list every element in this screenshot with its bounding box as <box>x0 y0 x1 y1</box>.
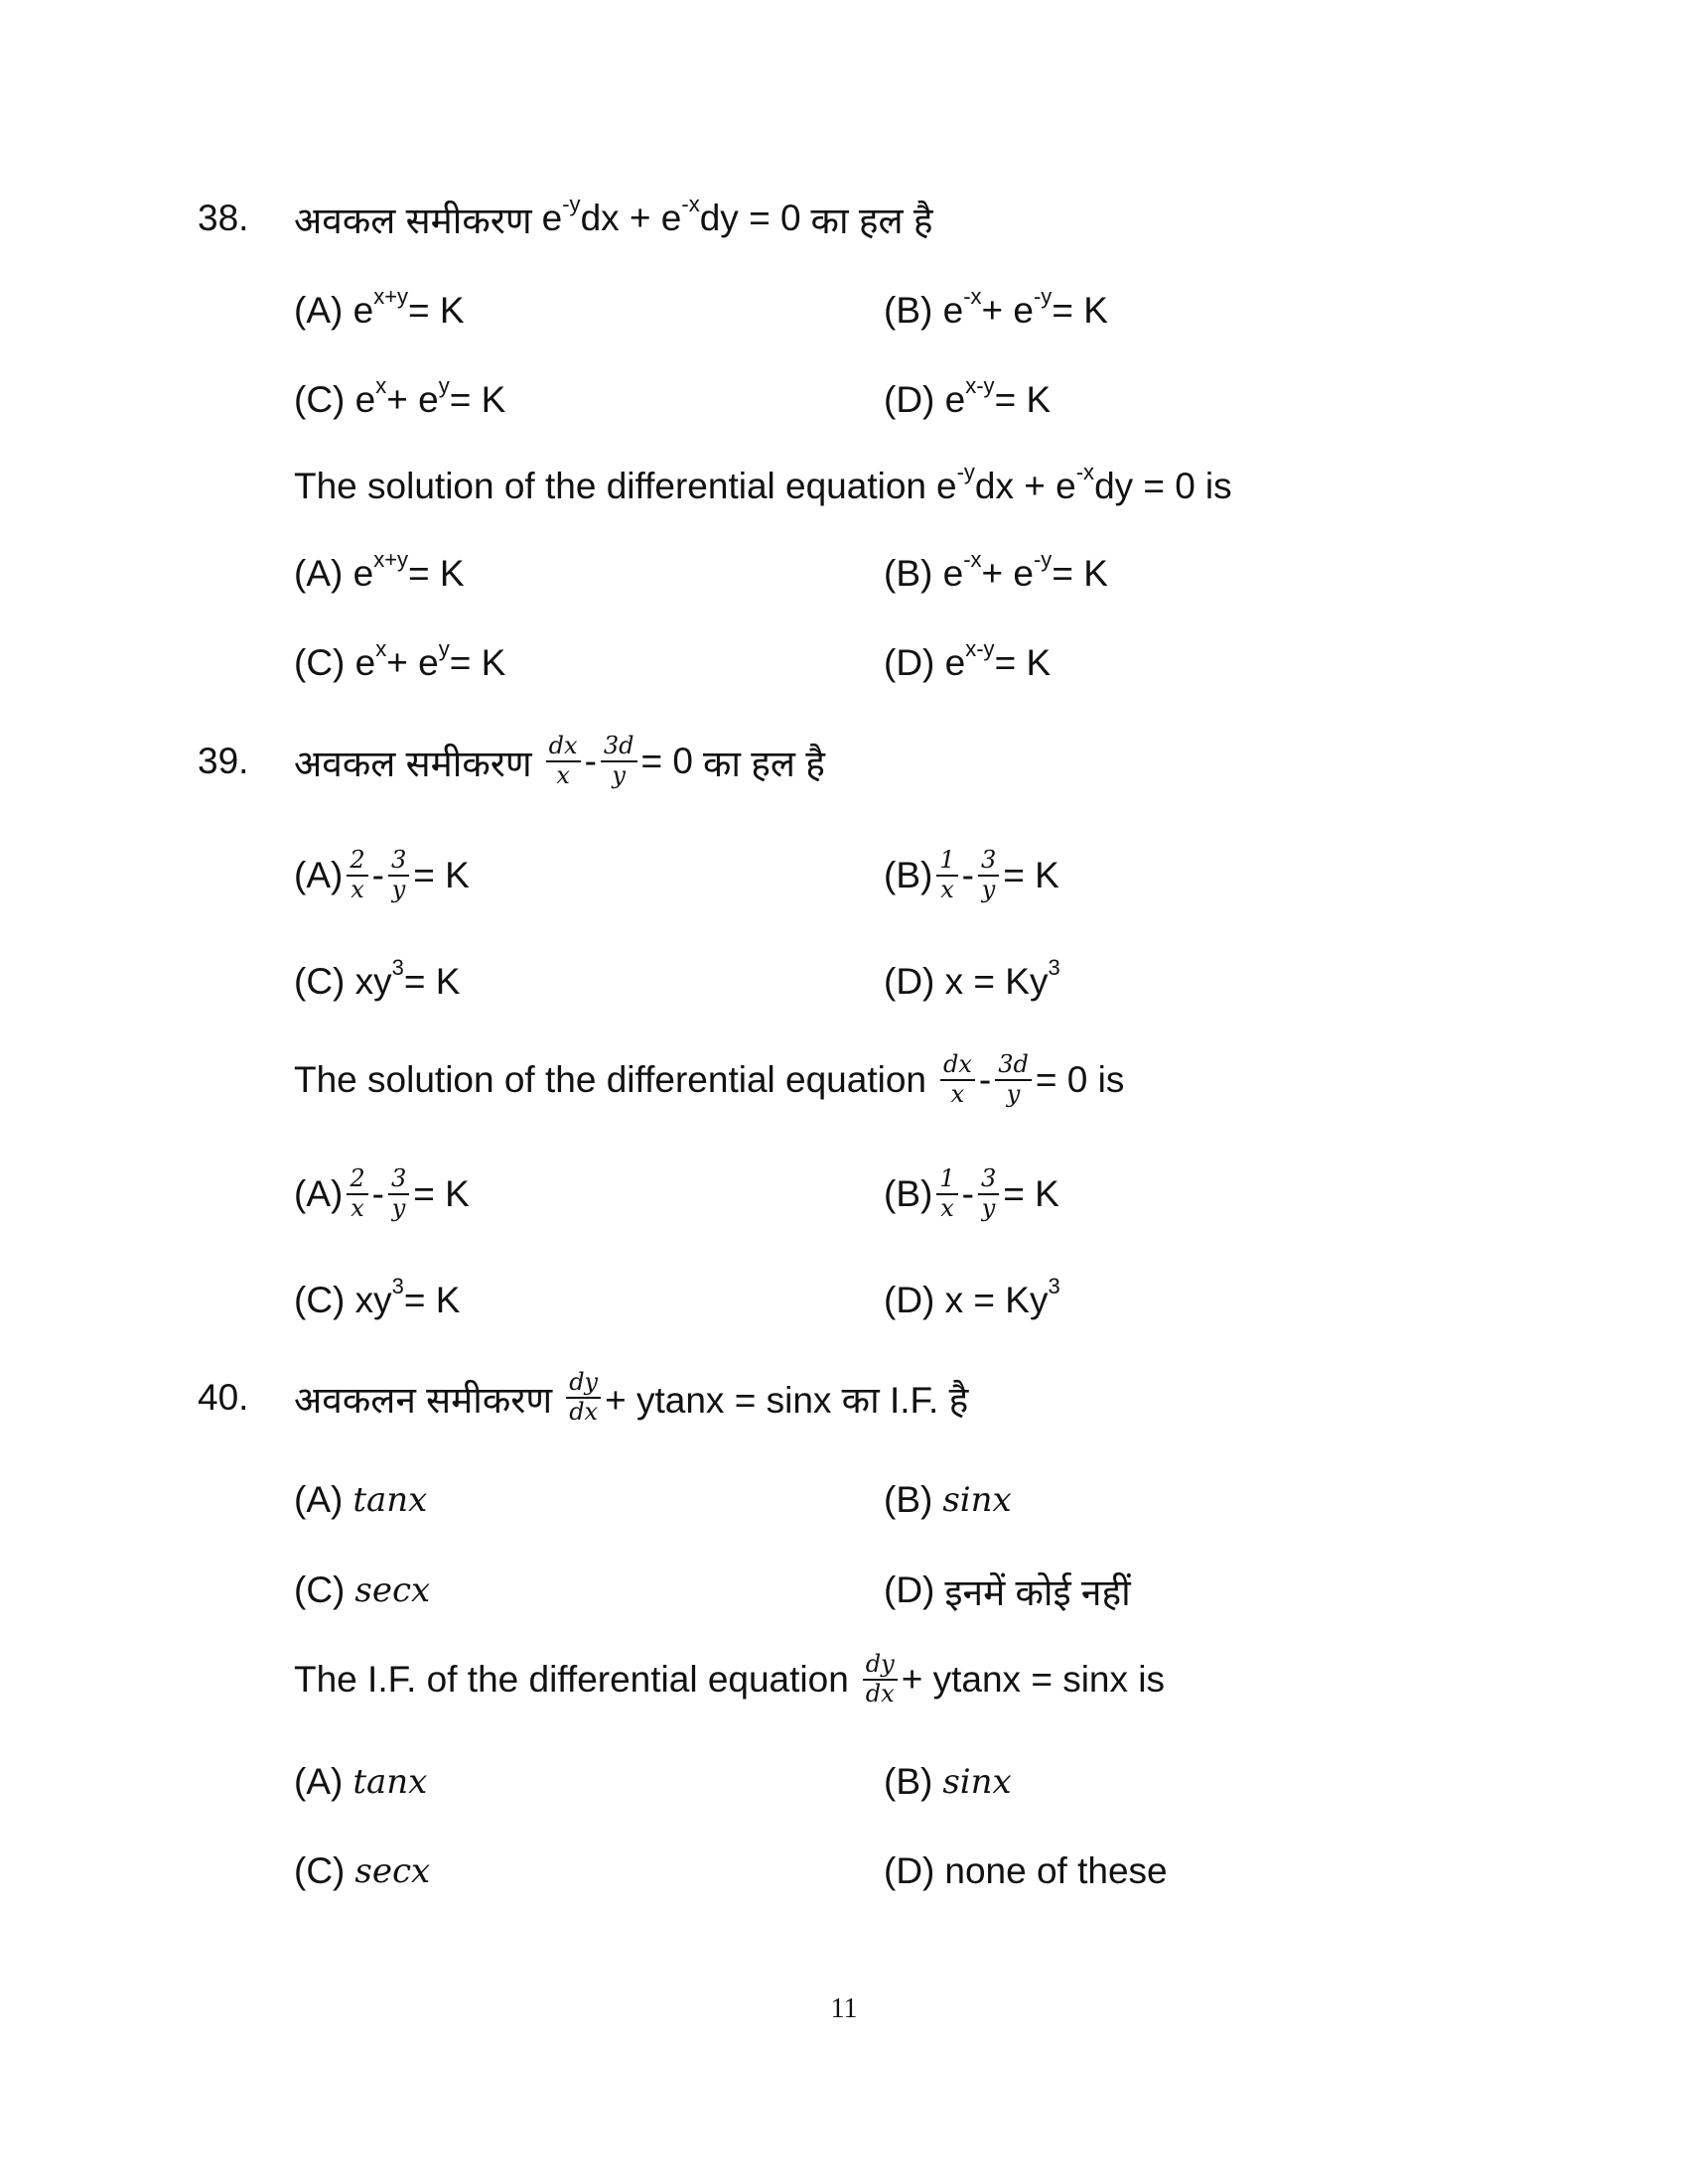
denominator: x <box>940 1194 954 1222</box>
question-40-hindi <box>294 1368 968 1428</box>
q38-hi-option-b <box>884 281 1108 341</box>
opt-sup: 3 <box>1048 1273 1060 1298</box>
denominator: x <box>940 876 954 903</box>
denominator: dx <box>569 1398 599 1426</box>
opt-text: (D) e <box>884 379 966 420</box>
q38-en-option-a <box>294 544 465 604</box>
opt-text: = K <box>403 961 461 1002</box>
q40-en-prefix: The I.F. of the differential equation <box>294 1659 849 1700</box>
denominator: y <box>1006 1080 1021 1108</box>
opt-sup: y <box>438 635 450 661</box>
question-38-english <box>294 457 1232 516</box>
eq-part: dx + e <box>974 466 1076 506</box>
q38-en-option-c <box>294 633 505 693</box>
opt-value: इनमें कोई नहीं <box>944 1571 1131 1613</box>
q40-hi-suffix: + ytanx = sinx का I.F. है <box>605 1379 969 1421</box>
opt-label: (B) <box>884 1761 933 1802</box>
question-40-english <box>294 1650 1165 1709</box>
opt-text: = K <box>413 855 470 895</box>
fraction <box>601 733 637 789</box>
q39-en-suffix: = 0 is <box>1035 1059 1125 1100</box>
opt-value: secx <box>354 1851 431 1891</box>
q40-hi-option-a <box>294 1470 427 1530</box>
eq-part: dx + e <box>580 198 682 238</box>
q39-en-prefix: The solution of the differential equation <box>294 1059 926 1100</box>
opt-text: (B) <box>884 855 933 895</box>
opt-sup: y <box>438 372 450 398</box>
numerator: 3 <box>388 847 409 877</box>
denominator: y <box>612 761 626 789</box>
opt-sup: -x <box>963 283 982 309</box>
opt-text: (C) xy <box>294 1280 392 1320</box>
question-39-number: 39. <box>198 741 249 781</box>
page-number: 11 <box>830 1993 858 2024</box>
opt-value: secx <box>354 1570 431 1610</box>
denominator: x <box>950 1080 965 1108</box>
opt-sup: 3 <box>391 1273 404 1298</box>
eq-part: e <box>541 198 563 238</box>
opt-value: tanx <box>352 1480 428 1520</box>
opt-label: (A) <box>294 1761 344 1802</box>
question-40-number: 40. <box>198 1377 249 1418</box>
minus: - <box>371 1173 384 1214</box>
eq-part: dy = 0 <box>1094 466 1196 506</box>
opt-text: = K <box>1003 855 1059 895</box>
opt-sup: -y <box>1033 283 1053 309</box>
opt-text: = K <box>994 642 1052 683</box>
opt-text: (D) x = Ky <box>884 1280 1049 1320</box>
q40-hi-prefix: अवकलन समीकरण <box>294 1379 553 1421</box>
denominator: x <box>556 761 570 789</box>
opt-value: sinx <box>942 1762 1012 1802</box>
opt-text: = K <box>1052 290 1108 331</box>
question-38-number: 38. <box>198 198 249 238</box>
q39-hi-prefix: अवकल समीकरण <box>294 743 532 784</box>
q40-en-option-d <box>884 1842 1168 1901</box>
opt-sup: 3 <box>391 954 404 980</box>
opt-text: = K <box>408 290 465 331</box>
numerator: dx <box>940 1051 975 1081</box>
numerator: 2 <box>347 847 367 877</box>
opt-text: + e <box>386 642 439 683</box>
q38-hi-option-d <box>884 370 1051 430</box>
q39-hi-option-d <box>884 952 1060 1012</box>
q38-en-option-b <box>884 544 1108 604</box>
opt-value: none of these <box>944 1850 1168 1891</box>
q38-hi-option-a <box>294 281 465 341</box>
opt-text: (C) e <box>294 642 376 683</box>
fraction <box>936 1165 957 1222</box>
q40-en-option-b <box>884 1752 1012 1812</box>
q39-hi-suffix: का हल है <box>703 743 825 784</box>
numerator: 1 <box>936 1165 957 1195</box>
fraction <box>388 847 409 903</box>
q38-hi-prefix: अवकल समीकरण <box>294 200 532 241</box>
denominator: y <box>391 1194 406 1222</box>
opt-text: (B) e <box>884 553 964 594</box>
numerator: dy <box>566 1369 601 1399</box>
opt-value: tanx <box>352 1762 428 1802</box>
q39-hi-option-c <box>294 952 460 1012</box>
q38-hi-suffix: का हल है <box>810 200 933 241</box>
q40-en-suffix: + ytanx = sinx is <box>901 1659 1166 1700</box>
numerator: 3 <box>978 847 999 877</box>
opt-text: = K <box>408 553 465 594</box>
opt-label: (A) <box>294 1479 344 1520</box>
q40-en-option-c <box>294 1842 430 1901</box>
opt-text: (C) e <box>294 379 376 420</box>
denominator: y <box>981 1194 996 1222</box>
question-38-hindi <box>294 189 933 248</box>
q40-hi-option-c <box>294 1561 430 1620</box>
denominator: x <box>351 1194 364 1222</box>
denominator: x <box>351 876 364 903</box>
fraction <box>388 1165 409 1222</box>
q39-en-option-a <box>294 1164 470 1224</box>
fraction <box>347 1165 367 1222</box>
denominator: y <box>981 876 996 903</box>
opt-text: + e <box>981 553 1034 594</box>
question-39-english <box>294 1050 1124 1110</box>
opt-text: = K <box>413 1173 470 1214</box>
opt-text: (B) e <box>884 290 964 331</box>
opt-text: = K <box>1003 1173 1059 1214</box>
q38-en-prefix: The solution of the differential equation <box>294 466 926 506</box>
eq-part: dy = 0 <box>699 198 801 238</box>
opt-label: (D) <box>884 1850 935 1891</box>
opt-text: = K <box>449 379 506 420</box>
opt-text: (D) x = Ky <box>884 961 1049 1002</box>
numerator: 3 <box>388 1165 409 1195</box>
opt-text: = K <box>1052 553 1108 594</box>
numerator: 3 <box>978 1165 999 1195</box>
opt-sup: -y <box>1033 546 1053 572</box>
numerator: 1 <box>936 847 957 877</box>
q40-hi-option-b <box>884 1470 1012 1530</box>
opt-text: (A) e <box>294 290 374 331</box>
denominator: y <box>391 876 406 903</box>
opt-text: + e <box>386 379 439 420</box>
opt-sup: x-y <box>965 635 995 661</box>
opt-sup: x-y <box>965 372 995 398</box>
q38-hi-option-c <box>294 370 505 430</box>
opt-text: (A) e <box>294 553 374 594</box>
q39-en-option-b <box>884 1164 1059 1224</box>
q39-hi-option-b <box>884 846 1059 905</box>
numerator: 3d <box>995 1051 1032 1081</box>
opt-text: = K <box>449 642 506 683</box>
opt-text: (D) e <box>884 642 966 683</box>
opt-text: (C) xy <box>294 961 392 1002</box>
fraction <box>995 1051 1032 1108</box>
fraction <box>978 847 999 903</box>
numerator: dy <box>863 1651 898 1681</box>
eq-sup: -y <box>956 459 975 484</box>
q39-en-option-d <box>884 1271 1060 1330</box>
numerator: dx <box>546 733 581 762</box>
q40-hi-option-d <box>884 1561 1131 1620</box>
numerator: 2 <box>347 1165 367 1195</box>
opt-sup: -x <box>963 546 982 572</box>
opt-label: (C) <box>294 1850 346 1891</box>
opt-text: = K <box>403 1280 461 1320</box>
minus: - <box>371 855 384 895</box>
eq-part: = 0 <box>640 741 693 781</box>
opt-label: (C) <box>294 1570 346 1610</box>
eq-part: e <box>936 466 957 506</box>
opt-sup: 3 <box>1048 954 1060 980</box>
opt-text: (B) <box>884 1173 933 1214</box>
opt-sup: x+y <box>373 283 409 309</box>
fraction <box>936 847 957 903</box>
q39-en-option-c <box>294 1271 460 1330</box>
opt-sup: x <box>375 635 387 661</box>
q40-en-option-a <box>294 1752 427 1812</box>
q39-hi-option-a <box>294 846 470 905</box>
fraction <box>566 1369 601 1426</box>
opt-text: (A) <box>294 855 344 895</box>
numerator: 3d <box>601 733 637 762</box>
minus: - <box>961 1173 974 1214</box>
fraction <box>347 847 367 903</box>
opt-text: + e <box>981 290 1034 331</box>
eq-sup: -x <box>681 191 700 216</box>
opt-text: (A) <box>294 1173 344 1214</box>
opt-label: (B) <box>884 1479 933 1520</box>
fraction <box>978 1165 999 1222</box>
minus: - <box>961 855 974 895</box>
q38-en-option-d <box>884 633 1051 693</box>
fraction <box>940 1051 975 1108</box>
question-39-hindi <box>294 732 825 791</box>
opt-label: (D) <box>884 1570 935 1610</box>
opt-sup: x+y <box>373 546 409 572</box>
q38-en-suffix: is <box>1204 466 1232 506</box>
minus: - <box>978 1059 992 1100</box>
opt-text: = K <box>994 379 1052 420</box>
opt-value: sinx <box>942 1480 1012 1520</box>
fraction <box>863 1651 898 1707</box>
eq-sup: -x <box>1075 459 1095 484</box>
eq-sup: -y <box>562 191 581 216</box>
fraction <box>546 733 581 789</box>
minus: - <box>584 741 597 781</box>
denominator: dx <box>865 1680 895 1707</box>
opt-sup: x <box>375 372 387 398</box>
